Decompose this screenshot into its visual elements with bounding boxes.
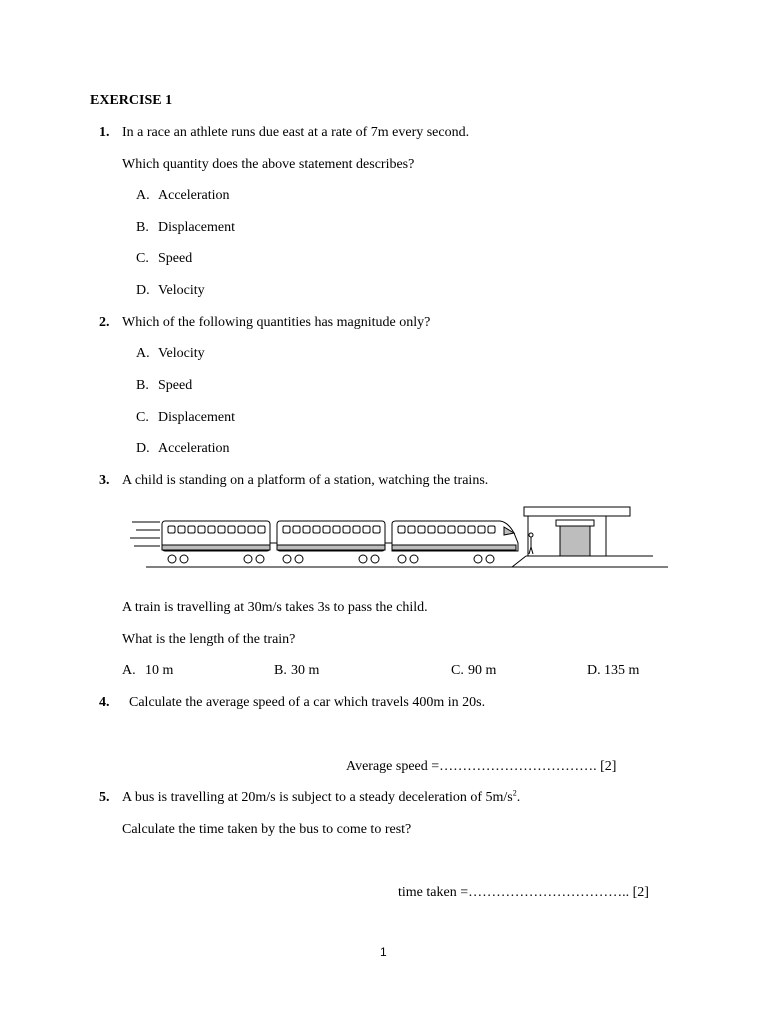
q1-option-c-letter: C. [136,251,149,266]
train-window-icon [398,526,405,533]
q1-option-b-text: Displacement [158,220,235,235]
question-4-text: Calculate the average speed of a car which travels 400m in 20s. [129,695,486,710]
q2-option-c-text: Displacement [158,410,235,425]
q1-option-d-letter: D. [136,283,150,298]
train-window-icon [248,526,255,533]
question-3-statement: A train is travelling at 30m/s takes 3s to pass the child. [122,600,428,615]
q1-option-a-letter: A. [136,188,150,203]
train-window-icon [408,526,415,533]
q3-option-a-text: 10 m [145,663,174,678]
question-4-number: 4. [99,695,110,710]
train-window-icon [438,526,445,533]
average-speed-answer-line[interactable]: Average speed =……………………………. [2] [346,759,617,774]
train-wheel-icon [283,555,291,563]
train-window-icon [293,526,300,533]
train-window-icon [418,526,425,533]
train-window-icon [238,526,245,533]
train-wheel-icon [359,555,367,563]
train-window-icon [343,526,350,533]
train-wheel-icon [371,555,379,563]
train-wheel-icon [256,555,264,563]
q3-option-c-letter: C. [451,663,464,678]
question-5-number: 5. [99,790,110,805]
train-wheel-icon [180,555,188,563]
question-1-text: In a race an athlete runs due east at a rate of 7m every second. [122,125,470,140]
train-window-icon [478,526,485,533]
q1-option-b-letter: B. [136,220,149,235]
q1-option-c-text: Speed [158,251,193,266]
q3-option-d-text: 135 m [604,663,640,678]
q2-option-d-text: Acceleration [158,441,230,456]
train-station-illustration [128,505,668,575]
train-window-icon [303,526,310,533]
q2-option-a-letter: A. [136,346,150,361]
train-wheel-icon [410,555,418,563]
q2-option-a-text: Velocity [158,346,205,361]
train-window-icon [178,526,185,533]
train-window-icon [373,526,380,533]
train-window-icon [363,526,370,533]
train-wheel-icon [244,555,252,563]
train-wheel-icon [168,555,176,563]
question-1-prompt: Which quantity does the above statement describes? [122,157,415,172]
train-wheel-icon [486,555,494,563]
train-window-icon [258,526,265,533]
question-5-text [122,790,520,806]
q2-option-d-letter: D. [136,441,150,456]
q2-option-c-letter: C. [136,410,149,425]
train-wheel-icon [398,555,406,563]
train-window-icon [218,526,225,533]
exercise-heading: EXERCISE 1 [90,93,173,108]
question-3-number: 3. [99,473,110,488]
train-window-icon [198,526,205,533]
q3-option-a-letter: A. [122,663,136,678]
q3-option-b-letter: B. [274,663,287,678]
question-3-text: A child is standing on a platform of a station, watching the trains. [122,473,489,488]
q2-option-b-text: Speed [158,378,193,393]
q3-option-d-letter: D. [587,663,601,678]
question-3-prompt: What is the length of the train? [122,632,296,647]
q3-option-b-text: 30 m [291,663,320,678]
train-window-icon [468,526,475,533]
train-wheel-icon [295,555,303,563]
train-window-icon [208,526,215,533]
train-window-icon [188,526,195,533]
train-window-icon [353,526,360,533]
question-5-prompt: Calculate the time taken by the bus to come to rest? [122,822,412,837]
train-wheel-icon [474,555,482,563]
train-window-icon [428,526,435,533]
question-2-text: Which of the following quantities has magnitude only? [122,315,431,330]
train-window-icon [228,526,235,533]
question-5-text-end: . [516,790,521,805]
train-window-icon [323,526,330,533]
q3-option-c-text: 90 m [468,663,497,678]
train-window-icon [458,526,465,533]
question-5-superscript: 2 [512,788,517,798]
page-number: 1 [380,945,387,959]
question-1-number: 1. [99,125,110,140]
train-window-icon [333,526,340,533]
question-2-number: 2. [99,315,110,330]
question-5-text-main: A bus is travelling at 20m/s is subject to a steady deceleration of 5m/s [122,790,513,805]
time-taken-answer-line[interactable]: time taken =…………………………….. [2] [398,885,649,900]
train-window-icon [313,526,320,533]
train-window-icon [448,526,455,533]
q1-option-a-text: Acceleration [158,188,230,203]
q2-option-b-letter: B. [136,378,149,393]
train-window-icon [488,526,495,533]
train-window-icon [168,526,175,533]
train-window-icon [283,526,290,533]
q1-option-d-text: Velocity [158,283,205,298]
